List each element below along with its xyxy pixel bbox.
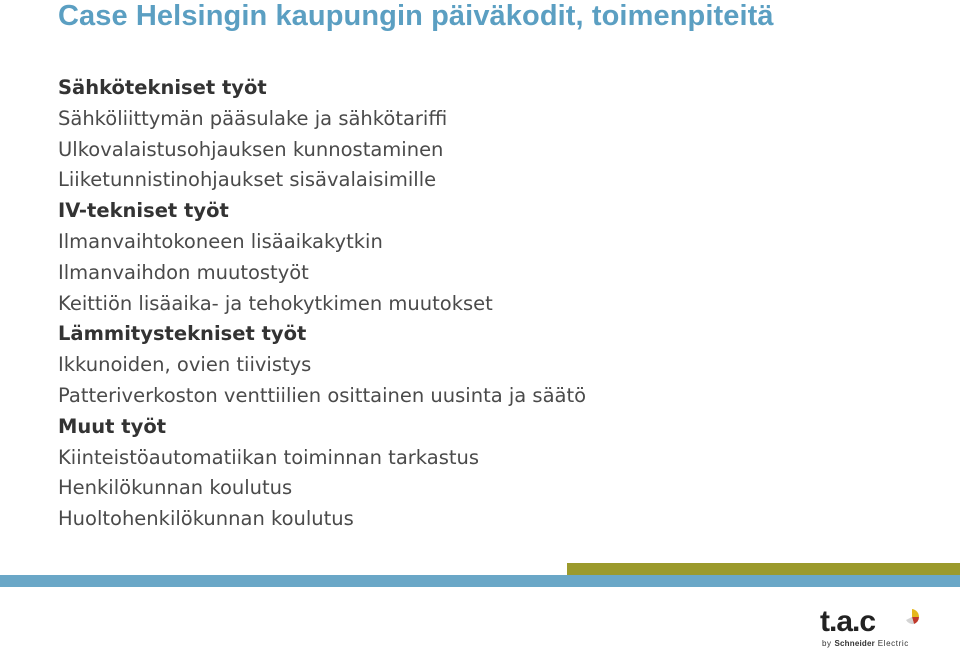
list-item: Ulkovalaistusohjauksen kunnostaminen (58, 137, 444, 161)
list-item: Patteriverkoston venttiilien osittainen uusinta ja säätö (58, 383, 587, 407)
accent-bar-olive (567, 563, 960, 575)
accent-bar-blue (0, 575, 960, 587)
logo-mark-icon (904, 607, 920, 633)
list-item: Ikkunoiden, ovien tiivistys (58, 353, 312, 377)
list-item: Henkilökunnan koulutus (58, 476, 293, 500)
logo-wordmark: t.a.c (820, 605, 876, 638)
section-heading: Sähkötekniset työt (58, 76, 267, 99)
logo-tagline: by Schneider Electric (822, 639, 909, 648)
list-item: Huoltohenkilökunnan koulutus (58, 507, 354, 531)
section-heading: Lämmitystekniset työt (58, 322, 307, 346)
list-item: Liiketunnistinohjaukset sisävalaisimille (58, 168, 437, 192)
section-heading: Muut työt (58, 414, 167, 438)
list-item: Ilmanvaihtokoneen lisäaikakytkin (58, 229, 383, 253)
slide-title: Case Helsingin kaupungin päiväkodit, toimenpiteitä (58, 0, 774, 32)
list-item: Kiinteistöautomatiikan toiminnan tarkastus (58, 445, 480, 469)
content-list (58, 73, 586, 535)
list-item: Ilmanvaihdon muutostyöt (58, 260, 309, 284)
list-item: Keittiön lisäaika- ja tehokytkimen muutokset (58, 291, 493, 315)
tac-logo (820, 605, 930, 651)
section-heading: IV-tekniset työt (58, 199, 229, 223)
list-item: Sähköliittymän pääsulake ja sähkötariffi (58, 106, 448, 130)
